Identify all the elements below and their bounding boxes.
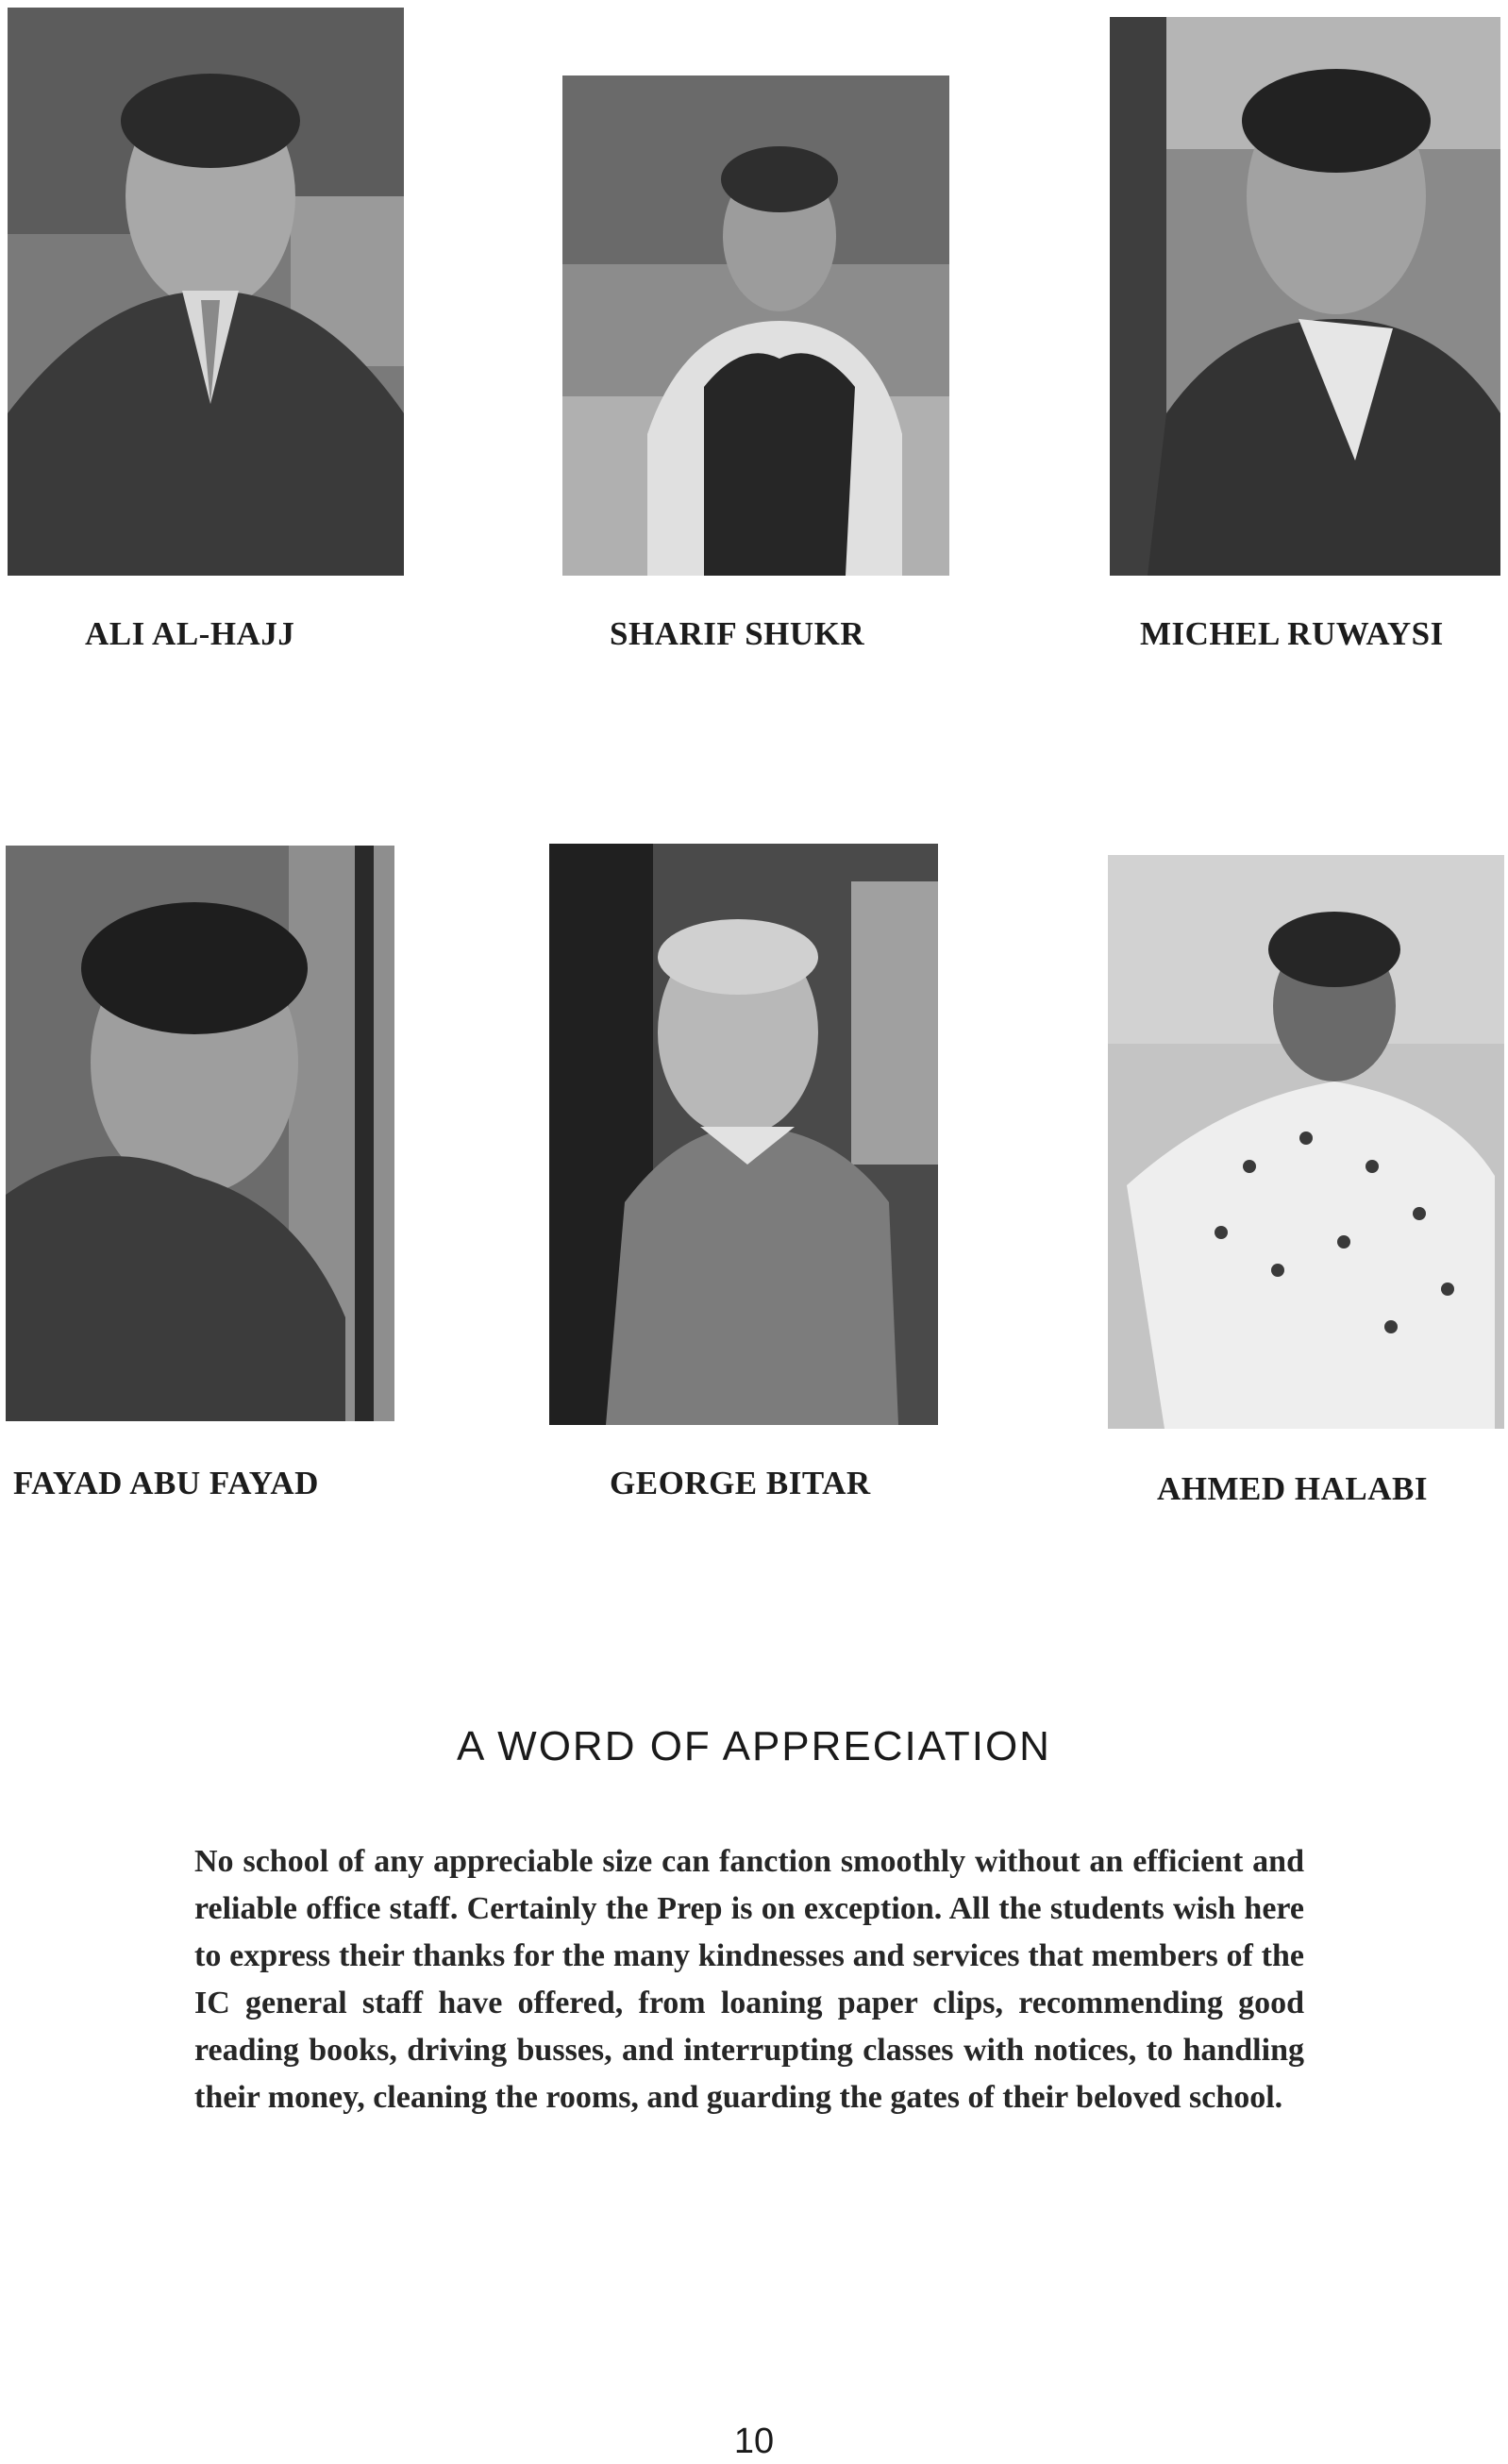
staff-name-caption: MICHEL RUWAYSI [1140,615,1444,652]
portrait-image [1110,17,1500,576]
portrait-image [562,75,949,576]
portrait-image [6,846,394,1421]
portrait-photo-sharif-shukr [562,75,949,576]
page-number: 10 [733,2422,775,2461]
staff-name-caption: SHARIF SHUKR [610,615,865,652]
portrait-photo-ali-al-hajj [8,8,404,576]
portrait-photo-george-bitar [549,844,938,1425]
portrait-photo-fayad-abu-fayad [6,846,394,1421]
portrait-image [1108,855,1504,1429]
article-heading: A WORD OF APPRECIATION [457,1723,1051,1769]
portrait-image [549,844,938,1425]
staff-name-caption: FAYAD ABU FAYAD [13,1465,319,1501]
portrait-image [8,8,404,576]
staff-name-caption: GEORGE BITAR [610,1465,871,1501]
article-body: No school of any appreciable size can fanction smoothly without an efficient and reliable office staff. Certainly the Prep is on exception. All the students wish here to express their thanks for the many kindnesses and services that members of the IC general staff have offered, from loaning paper clips, recommending good reading books, driving busses, and interrupting classes with notices, to handling their money, cleaning the rooms, and guarding the gates of their beloved school. [194,1844,1304,2115]
portrait-photo-michel-ruwaysi [1110,17,1500,576]
staff-name-caption: ALI AL-HAJJ [85,615,295,652]
portrait-photo-ahmed-halabi [1108,855,1504,1429]
staff-name-caption: AHMED HALABI [1157,1470,1428,1507]
